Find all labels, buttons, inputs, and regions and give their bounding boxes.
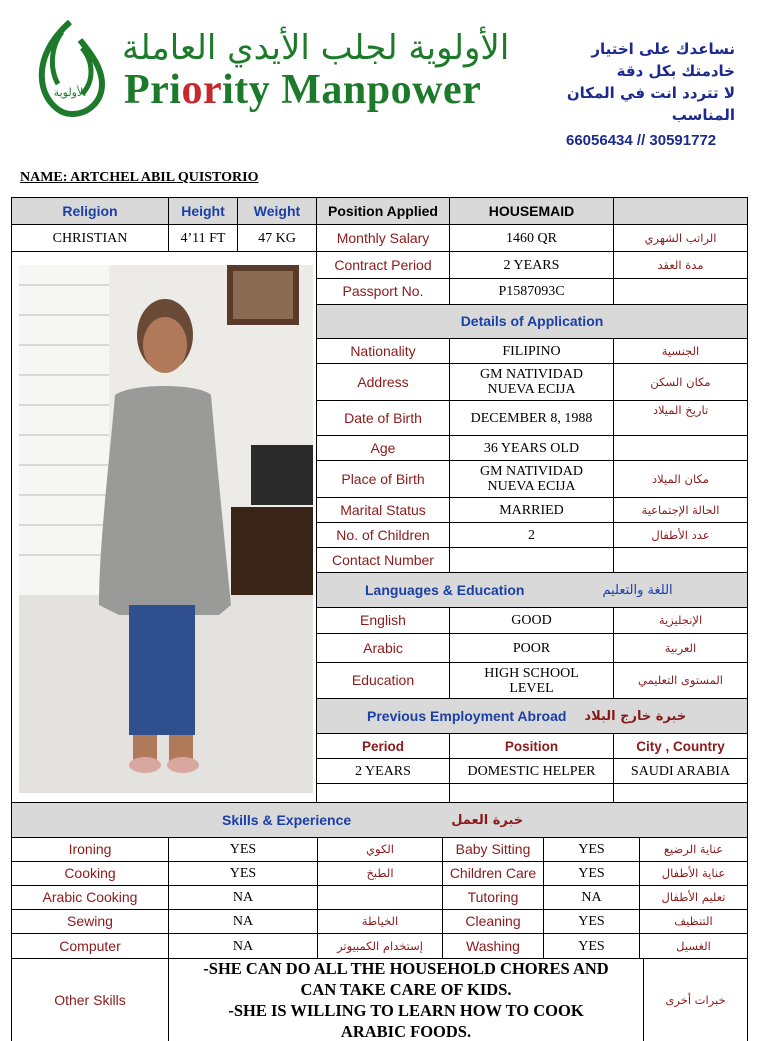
pob-label: Place of Birth xyxy=(316,460,450,498)
skill-sewing-value: NA xyxy=(168,909,318,934)
skill-cleaning-arabic: التنظيف xyxy=(639,909,748,934)
skill-computer-arabic: إستخدام الكمبيوتر xyxy=(317,933,443,959)
skill-cooking-label: Cooking xyxy=(11,861,169,886)
position-applied-blank xyxy=(613,197,748,225)
skill-sewing-label: Sewing xyxy=(11,909,169,934)
address-arabic: مكان السكن xyxy=(613,363,748,401)
dob-arabic: تاريخ الميلاد xyxy=(613,400,748,436)
religion-value: CHRISTIAN xyxy=(11,224,169,252)
marital-label: Marital Status xyxy=(316,497,450,523)
arabic-label: Arabic xyxy=(316,633,450,663)
english-label: English xyxy=(316,607,450,634)
children-value: 2 xyxy=(449,522,614,548)
skill-childrencare-label: Children Care xyxy=(442,861,544,886)
skill-cleaning-label: Cleaning xyxy=(442,909,544,934)
skill-cooking-arabic: الطبخ xyxy=(317,861,443,886)
dob-label: Date of Birth xyxy=(316,400,450,436)
education-value: HIGH SCHOOL LEVEL xyxy=(449,662,614,699)
company-logo xyxy=(22,18,118,118)
skill-computer-label: Computer xyxy=(11,933,169,959)
other-skills-arabic: خبرات أخرى xyxy=(643,958,748,1041)
passport-value: P1587093C xyxy=(449,278,614,305)
applicant-name: NAME: ARTCHEL ABIL QUISTORIO xyxy=(20,170,259,185)
skill-computer-value: NA xyxy=(168,933,318,959)
employment-blank-1 xyxy=(316,783,450,803)
employment-header: Previous Employment Abroad خبرة خارج البلاد xyxy=(316,698,748,734)
education-arabic: المستوى التعليمي xyxy=(613,662,748,699)
marital-value: MARRIED xyxy=(449,497,614,523)
contact-blank xyxy=(613,547,748,573)
marital-arabic: الحالة الإجتماعية xyxy=(613,497,748,523)
skill-washing-label: Washing xyxy=(442,933,544,959)
employment-location-header: City , Country xyxy=(613,733,748,759)
phone-numbers: 66056434 // 30591772 xyxy=(566,132,717,149)
english-arabic: الإنجليزية xyxy=(613,607,748,634)
position-applied-value: HOUSEMAID xyxy=(449,197,614,225)
skill-childrencare-arabic: عناية الأطفال xyxy=(639,861,748,886)
skill-tutoring-arabic: تعليم الأطفال xyxy=(639,885,748,910)
arabic-value: POOR xyxy=(449,633,614,663)
height-value: 4’11 FT xyxy=(168,224,238,252)
age-label: Age xyxy=(316,435,450,461)
contract-period-arabic: مدة العقد xyxy=(613,251,748,279)
brand-name-arabic: الأولوية لجلب الأيدي العاملة xyxy=(122,28,510,68)
skill-arabiccooking-value: NA xyxy=(168,885,318,910)
skill-cooking-value: YES xyxy=(168,861,318,886)
skill-tutoring-value: NA xyxy=(543,885,640,910)
pob-value: GM NATIVIDAD NUEVA ECIJA xyxy=(449,460,614,498)
age-blank xyxy=(613,435,748,461)
details-header: Details of Application xyxy=(316,304,748,339)
weight-header: Weight xyxy=(237,197,317,225)
weight-value: 47 KG xyxy=(237,224,317,252)
education-label: Education xyxy=(316,662,450,699)
skill-childrencare-value: YES xyxy=(543,861,640,886)
employment-period-header: Period xyxy=(316,733,450,759)
contract-period-label: Contract Period xyxy=(316,251,450,279)
nationality-value: FILIPINO xyxy=(449,338,614,364)
passport-blank xyxy=(613,278,748,305)
slogan: نساعدك على اختيار خادمتك بكل دقة لا تتردد انت في المكان المناسب xyxy=(566,40,735,124)
applicant-photo xyxy=(19,265,313,793)
contract-period-value: 2 YEARS xyxy=(449,251,614,279)
children-label: No. of Children xyxy=(316,522,450,548)
monthly-salary-arabic: الراتب الشهري xyxy=(613,224,748,252)
position-applied-label: Position Applied xyxy=(316,197,450,225)
dob-value: DECEMBER 8, 1988 xyxy=(449,400,614,436)
nationality-arabic: الجنسية xyxy=(613,338,748,364)
other-skills-label: Other Skills xyxy=(11,958,169,1041)
logo-lettering: الأولوية xyxy=(53,86,87,99)
religion-header: Religion xyxy=(11,197,169,225)
skill-babysitting-arabic: عناية الرضيع xyxy=(639,837,748,862)
employment-location-value: SAUDI ARABIA xyxy=(613,758,748,784)
skill-ironing-arabic: الكوي xyxy=(317,837,443,862)
nationality-label: Nationality xyxy=(316,338,450,364)
children-arabic: عدد الأطفال xyxy=(613,522,748,548)
skills-header: Skills & Experience خبرة العمل xyxy=(11,802,748,838)
brand-name-english: Priority Manpower xyxy=(124,67,482,113)
other-skills-text: -SHE CAN DO ALL THE HOUSEHOLD CHORES AND CAN TAKE CARE OF KIDS. -SHE IS WILLING TO LEARN HOW TO COOK ARABIC FOODS. xyxy=(168,958,644,1041)
skill-ironing-label: Ironing xyxy=(11,837,169,862)
skill-arabiccooking-arabic xyxy=(317,885,443,910)
skill-ironing-value: YES xyxy=(168,837,318,862)
employment-position-header: Position xyxy=(449,733,614,759)
employment-period-value: 2 YEARS xyxy=(316,758,450,784)
skill-washing-arabic: الغسيل xyxy=(639,933,748,959)
contact-value xyxy=(449,547,614,573)
employment-blank-3 xyxy=(613,783,748,803)
height-header: Height xyxy=(168,197,238,225)
skill-cleaning-value: YES xyxy=(543,909,640,934)
skill-arabiccooking-label: Arabic Cooking xyxy=(11,885,169,910)
age-value: 36 YEARS OLD xyxy=(449,435,614,461)
pob-arabic: مكان الميلاد xyxy=(613,460,748,498)
address-label: Address xyxy=(316,363,450,401)
skill-babysitting-value: YES xyxy=(543,837,640,862)
monthly-salary-label: Monthly Salary xyxy=(316,224,450,252)
skill-washing-value: YES xyxy=(543,933,640,959)
skill-sewing-arabic: الخياطة xyxy=(317,909,443,934)
skill-babysitting-label: Baby Sitting xyxy=(442,837,544,862)
english-value: GOOD xyxy=(449,607,614,634)
skill-tutoring-label: Tutoring xyxy=(442,885,544,910)
languages-header: Languages & Education اللغة والتعليم xyxy=(316,572,748,608)
employment-position-value: DOMESTIC HELPER xyxy=(449,758,614,784)
passport-label: Passport No. xyxy=(316,278,450,305)
arabic-arabic: العربية xyxy=(613,633,748,663)
contact-label: Contact Number xyxy=(316,547,450,573)
address-value: GM NATIVIDAD NUEVA ECIJA xyxy=(449,363,614,401)
employment-blank-2 xyxy=(449,783,614,803)
monthly-salary-value: 1460 QR xyxy=(449,224,614,252)
